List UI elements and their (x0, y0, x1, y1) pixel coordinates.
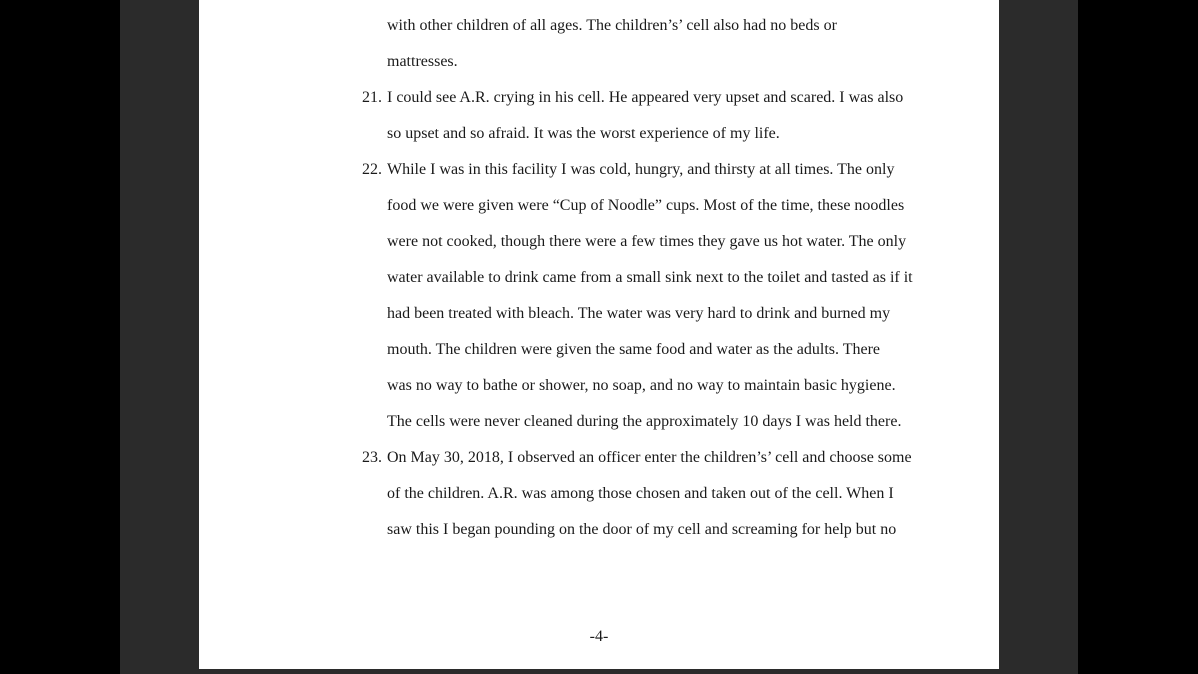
paragraph-number: 23. (362, 449, 382, 466)
paragraph-line: saw this I began pounding on the door of my cell and screaming for help but no (387, 521, 897, 538)
document-page (199, 0, 999, 669)
paragraph-number: 21. (362, 89, 382, 106)
paragraph-line: water available to drink came from a small sink next to the toilet and tasted as if it (387, 269, 913, 286)
paragraph-line: I could see A.R. crying in his cell. He appeared very upset and scared. I was also (387, 89, 904, 106)
continued-line: with other children of all ages. The children’s’ cell also had no beds or (387, 17, 837, 34)
paragraph-line: were not cooked, though there were a few times they gave us hot water. The only (387, 233, 907, 250)
paragraph-line: was no way to bathe or shower, no soap, and no way to maintain basic hygiene. (387, 377, 896, 394)
paragraph-line: The cells were never cleaned during the approximately 10 days I was held there. (387, 413, 902, 430)
paragraph-line: had been treated with bleach. The water was very hard to drink and burned my (387, 305, 891, 322)
paragraph-number: 22. (362, 161, 382, 178)
paragraph-line: of the children. A.R. was among those chosen and taken out of the cell. When I (387, 485, 894, 502)
paragraph-line: While I was in this facility I was cold, hungry, and thirsty at all times. The only (387, 161, 895, 178)
continued-line: mattresses. (387, 53, 458, 70)
paragraph-line: food we were given were “Cup of Noodle” cups. Most of the time, these noodles (387, 197, 905, 214)
paragraph-line: so upset and so afraid. It was the worst experience of my life. (387, 125, 780, 142)
paragraph-line: mouth. The children were given the same food and water as the adults. There (387, 341, 881, 358)
page-number: -4- (589, 628, 609, 645)
paragraph-line: On May 30, 2018, I observed an officer enter the children’s’ cell and choose some (387, 449, 912, 466)
